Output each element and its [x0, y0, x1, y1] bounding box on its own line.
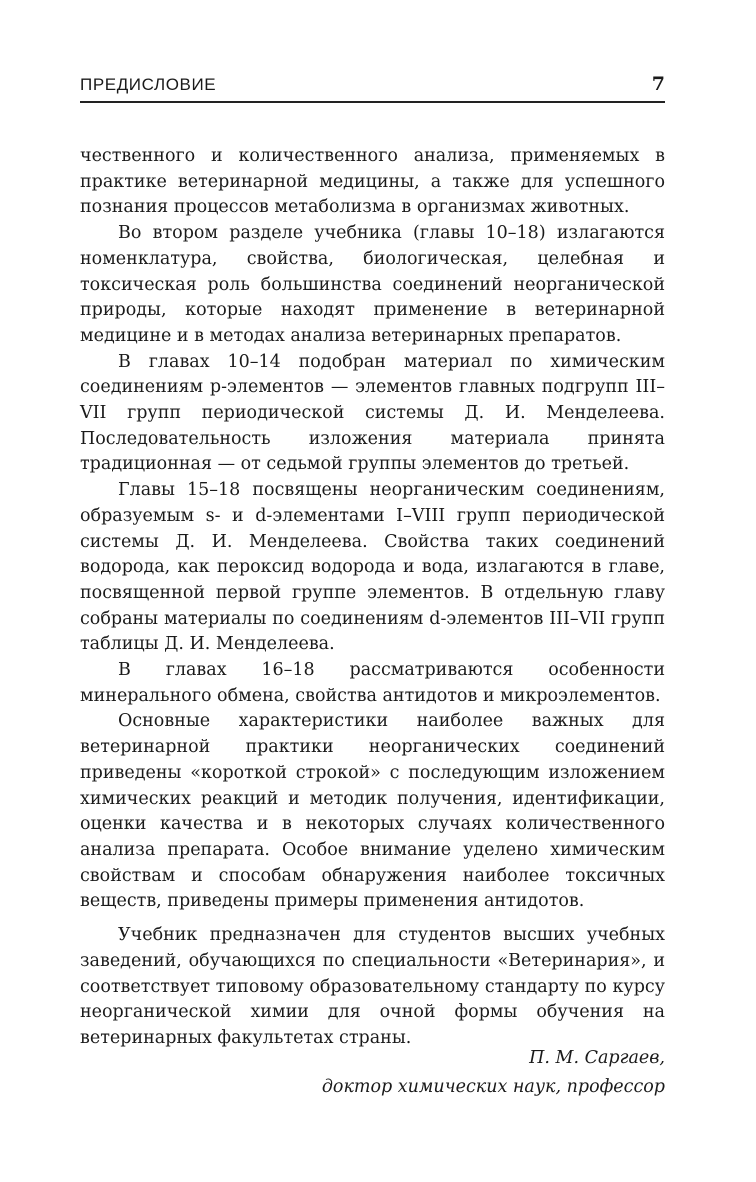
- paragraph-continuation: чественного и количественного анализа, применяемых в практике ветеринарной медицины, а также для успешного познания процессов метаболизма в организмах животных.: [80, 146, 665, 218]
- paragraph: Главы 15–18 посвящены неорганическим соединениям, образуемым s- и d-элементами I–VIII групп периодической системы Д. И. Менделеева. Свойства таких соединений водорода, как пероксид водорода и вода, излагаются в главе, посвященной первой группе элементов. В отдельную главу собраны материалы по соединениям d-элементов III–VII групп таблицы Д. И. Менделеева.: [80, 480, 665, 655]
- paragraph: В главах 16–18 рассматриваются особенности минерального обмена, свойства антидотов и микроэлементов.: [80, 660, 665, 706]
- header-rule: [80, 101, 665, 103]
- page-number: 7: [651, 73, 665, 95]
- author-signature: [322, 1044, 665, 1102]
- author-title: доктор химических наук, профессор: [321, 1077, 665, 1097]
- paragraph: В главах 10–14 подобран материал по химическим соединениям p-элементов — элементов главных подгрупп III–VII групп периодической системы Д. И. Менделеева. Последовательность изложения материала принята традиционная — от седьмой группы элементов до третьей.: [80, 351, 665, 475]
- paragraph: Основные характеристики наиболее важных для ветеринарной практики неорганических соединений приведены «короткой строкой» с последующим изложением химических реакций и методик получения, идентификации, оценки качества и в некоторых случаях количественного анализа препарата. Особое внимание уделено химическим свойствам и способам обнаружения наиболее токсичных веществ, приведены примеры применения антидотов.: [80, 711, 665, 912]
- paragraph: Во втором разделе учебника (главы 10–18) излагаются номенклатура, свойства, биологическая, целебная и токсическая роль большинства соединений неорганической природы, которые находят применение в ветеринарной медицине и в методах анализа ветеринарных препаратов.: [80, 223, 665, 346]
- section-title: ПРЕДИСЛОВИЕ: [80, 75, 217, 94]
- author-name: П. М. Саргаев,: [529, 1048, 665, 1068]
- body-text: [80, 144, 665, 1052]
- paragraph: Учебник предназначен для студентов высших учебных заведений, обучающихся по специальности «Ветеринария», и соответствует типовому образовательному стандарту по курсу неорганической химии для очной формы обучения на ветеринарных факультетах страны.: [80, 925, 665, 1048]
- running-header: [80, 73, 665, 95]
